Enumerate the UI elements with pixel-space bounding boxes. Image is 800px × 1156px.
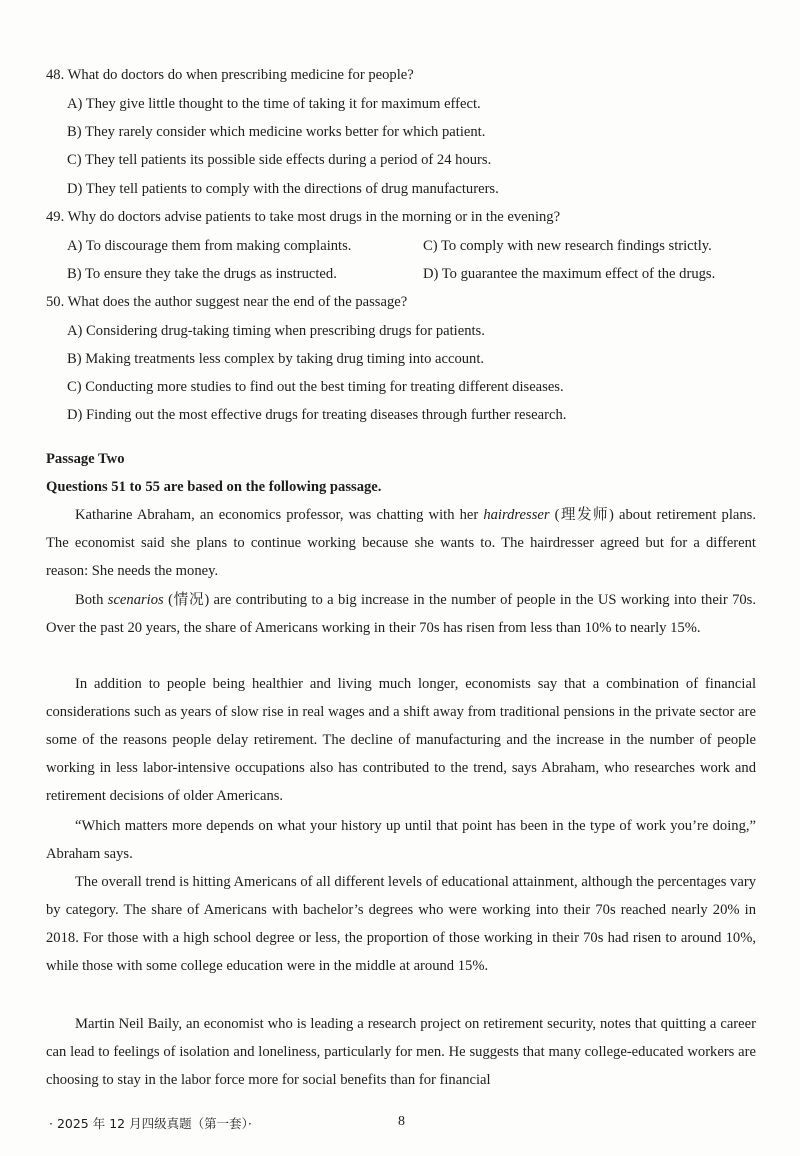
- question-50-option-a: A) Considering drug-taking timing when prescribing drugs for patients.: [67, 323, 485, 339]
- question-49-option-b: B) To ensure they take the drugs as instructed.: [67, 266, 337, 282]
- question-48-option-b: B) They rarely consider which medicine works better for which patient.: [67, 124, 486, 140]
- question-50-option-d: D) Finding out the most effective drugs for treating diseases through further research.: [67, 407, 567, 423]
- passage-instruction: Questions 51 to 55 are based on the following passage.: [46, 479, 382, 495]
- passage-paragraph-2: Both scenarios (情况) are contributing to a big increase in the number of people in the US working into their 70s. Over the past 20 years, the share of Americans working in their 70s has risen from less than 10% to nearly 15%.: [46, 592, 757, 637]
- passage-paragraph-5: The overall trend is hitting Americans of all different levels of educational attainment, although the percentages vary by category. The share of Americans with bachelor’s degrees who were working into their 70s reached nearly 20% in 2018. For those with a high school degree or less, the proportion of those working in their 70s had risen to around 10%, while those with some college education were in the middle at around 15%.: [46, 874, 756, 975]
- passage-paragraph-1: Katharine Abraham, an economics professor, was chatting with her hairdresser (理发师) about retirement plans. The economist said she plans to continue working because she wants to. The hairdresser agreed but for a different reason: She needs the money.: [46, 507, 756, 580]
- question-48-stem: 48. What do doctors do when prescribing medicine for people?: [46, 67, 414, 83]
- question-50-stem: 50. What does the author suggest near the end of the passage?: [46, 294, 408, 310]
- glossed-term-hairdresser: hairdresser: [483, 507, 550, 523]
- question-49-option-d: D) To guarantee the maximum effect of the drugs.: [423, 266, 716, 282]
- question-49-option-c: C) To comply with new research findings strictly.: [423, 238, 712, 254]
- question-50-option-c: C) Conducting more studies to find out the best timing for treating different diseases.: [67, 379, 564, 395]
- passage-paragraph-6: Martin Neil Baily, an economist who is leading a research project on retirement security, notes that quitting a career can lead to feelings of isolation and loneliness, particularly for men. He suggests that many college-educated workers are choosing to stay in the labor force more for social benefits than for financial: [46, 1016, 756, 1089]
- footer-source: · 2025 年 12 月四级真题（第一套）·: [49, 1116, 252, 1131]
- question-49-stem: 49. Why do doctors advise patients to take most drugs in the morning or in the evening?: [46, 209, 561, 225]
- passage-paragraph-4: “Which matters more depends on what your history up until that point has been in the type of work you’re doing,” Abraham says.: [46, 818, 756, 863]
- passage-title: Passage Two: [46, 451, 125, 467]
- glossed-term-scenarios: scenarios: [107, 592, 164, 608]
- question-48-option-d: D) They tell patients to comply with the directions of drug manufacturers.: [67, 181, 499, 197]
- question-50-option-b: B) Making treatments less complex by taking drug timing into account.: [67, 351, 485, 367]
- question-49-option-a: A) To discourage them from making complaints.: [67, 238, 352, 254]
- passage-paragraph-3: In addition to people being healthier and living much longer, economists say that a combination of financial considerations such as years of slow rise in real wages and a shift away from traditional pensions in the private sector are some of the reasons people delay retirement. The decline of manufacturing and the increase in the number of people working in less labor-intensive occupations also has contributed to the trend, says Abraham, who researches work and retirement decisions of older Americans.: [46, 676, 756, 805]
- page-number: 8: [398, 1114, 405, 1129]
- question-48-option-c: C) They tell patients its possible side effects during a period of 24 hours.: [67, 152, 492, 168]
- question-48-option-a: A) They give little thought to the time of taking it for maximum effect.: [67, 96, 481, 112]
